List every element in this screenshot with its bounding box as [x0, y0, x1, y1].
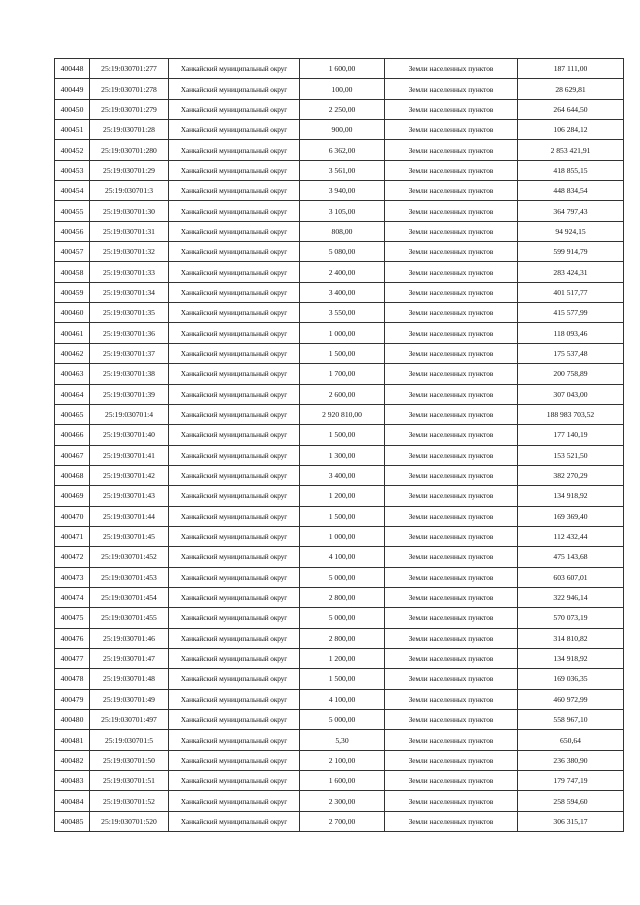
row-number-cell: 400479	[55, 689, 90, 709]
cadastral-number-cell: 25:19:030701:454	[90, 587, 169, 607]
cadastral-number-cell: 25:19:030701:41	[90, 445, 169, 465]
cadastral-number-cell: 25:19:030701:50	[90, 750, 169, 770]
area-cell: 1 500,00	[300, 506, 385, 526]
table-row	[55, 221, 624, 241]
land-category-cell: Земли населенных пунктов	[385, 445, 518, 465]
row-number-cell: 400468	[55, 465, 90, 485]
table-row	[55, 710, 624, 730]
cadastral-value-cell: 175 537,48	[518, 343, 624, 363]
cadastral-number-cell: 25:19:030701:34	[90, 282, 169, 302]
cadastral-number-cell: 25:19:030701:277	[90, 59, 169, 79]
municipality-cell: Ханкайский муниципальный округ	[169, 364, 300, 384]
area-cell: 2 800,00	[300, 587, 385, 607]
municipality-cell: Ханкайский муниципальный округ	[169, 140, 300, 160]
municipality-cell: Ханкайский муниципальный округ	[169, 567, 300, 587]
municipality-cell: Ханкайский муниципальный округ	[169, 181, 300, 201]
municipality-cell: Ханкайский муниципальный округ	[169, 120, 300, 140]
municipality-cell: Ханкайский муниципальный округ	[169, 669, 300, 689]
land-category-cell: Земли населенных пунктов	[385, 628, 518, 648]
cadastral-value-cell: 364 797,43	[518, 201, 624, 221]
row-number-cell: 400458	[55, 262, 90, 282]
municipality-cell: Ханкайский муниципальный округ	[169, 648, 300, 668]
municipality-cell: Ханкайский муниципальный округ	[169, 343, 300, 363]
area-cell: 3 400,00	[300, 465, 385, 485]
area-cell: 2 800,00	[300, 628, 385, 648]
municipality-cell: Ханкайский муниципальный округ	[169, 730, 300, 750]
cadastral-value-cell: 112 432,44	[518, 526, 624, 546]
municipality-cell: Ханкайский муниципальный округ	[169, 99, 300, 119]
land-category-cell: Земли населенных пунктов	[385, 79, 518, 99]
cadastral-value-cell: 475 143,68	[518, 547, 624, 567]
land-category-cell: Земли населенных пунктов	[385, 567, 518, 587]
area-cell: 1 200,00	[300, 648, 385, 668]
row-number-cell: 400464	[55, 384, 90, 404]
cadastral-number-cell: 25:19:030701:279	[90, 99, 169, 119]
land-category-cell: Земли населенных пунктов	[385, 343, 518, 363]
cadastral-value-cell: 188 983 703,52	[518, 404, 624, 424]
area-cell: 3 105,00	[300, 201, 385, 221]
table-row	[55, 750, 624, 770]
cadastral-number-cell: 25:19:030701:49	[90, 689, 169, 709]
cadastral-number-cell: 25:19:030701:37	[90, 343, 169, 363]
area-cell: 2 600,00	[300, 384, 385, 404]
row-number-cell: 400459	[55, 282, 90, 302]
row-number-cell: 400455	[55, 201, 90, 221]
area-cell: 5,30	[300, 730, 385, 750]
cadastral-value-cell: 418 855,15	[518, 160, 624, 180]
cadastral-number-cell: 25:19:030701:31	[90, 221, 169, 241]
row-number-cell: 400449	[55, 79, 90, 99]
cadastral-number-cell: 25:19:030701:52	[90, 791, 169, 811]
cadastral-value-cell: 599 914,79	[518, 242, 624, 262]
table-row	[55, 811, 624, 831]
cadastral-value-cell: 448 834,54	[518, 181, 624, 201]
row-number-cell: 400463	[55, 364, 90, 384]
table-row	[55, 404, 624, 424]
cadastral-value-cell: 134 918,92	[518, 486, 624, 506]
cadastral-number-cell: 25:19:030701:39	[90, 384, 169, 404]
cadastral-value-cell: 401 517,77	[518, 282, 624, 302]
cadastral-value-cell: 650,64	[518, 730, 624, 750]
row-number-cell: 400470	[55, 506, 90, 526]
land-category-cell: Земли населенных пунктов	[385, 242, 518, 262]
table-row	[55, 303, 624, 323]
cadastral-number-cell: 25:19:030701:43	[90, 486, 169, 506]
cadastral-value-cell: 264 644,50	[518, 99, 624, 119]
land-category-cell: Земли населенных пунктов	[385, 221, 518, 241]
municipality-cell: Ханкайский муниципальный округ	[169, 59, 300, 79]
cadastral-number-cell: 25:19:030701:455	[90, 608, 169, 628]
row-number-cell: 400474	[55, 587, 90, 607]
table-row	[55, 99, 624, 119]
area-cell: 1 000,00	[300, 526, 385, 546]
area-cell: 2 700,00	[300, 811, 385, 831]
cadastral-number-cell: 25:19:030701:35	[90, 303, 169, 323]
table-row	[55, 120, 624, 140]
row-number-cell: 400460	[55, 303, 90, 323]
cadastral-number-cell: 25:19:030701:452	[90, 547, 169, 567]
area-cell: 1 500,00	[300, 669, 385, 689]
table-row	[55, 791, 624, 811]
table-row	[55, 242, 624, 262]
cadastral-number-cell: 25:19:030701:453	[90, 567, 169, 587]
land-category-cell: Земли населенных пунктов	[385, 526, 518, 546]
cadastral-number-cell: 25:19:030701:497	[90, 710, 169, 730]
land-category-cell: Земли населенных пунктов	[385, 425, 518, 445]
cadastral-number-cell: 25:19:030701:29	[90, 160, 169, 180]
row-number-cell: 400485	[55, 811, 90, 831]
municipality-cell: Ханкайский муниципальный округ	[169, 526, 300, 546]
row-number-cell: 400478	[55, 669, 90, 689]
cadastral-number-cell: 25:19:030701:3	[90, 181, 169, 201]
row-number-cell: 400481	[55, 730, 90, 750]
table-row	[55, 364, 624, 384]
row-number-cell: 400466	[55, 425, 90, 445]
cadastral-value-cell: 187 111,00	[518, 59, 624, 79]
cadastral-value-cell: 558 967,10	[518, 710, 624, 730]
land-category-cell: Земли населенных пунктов	[385, 608, 518, 628]
area-cell: 1 000,00	[300, 323, 385, 343]
table-row	[55, 730, 624, 750]
municipality-cell: Ханкайский муниципальный округ	[169, 201, 300, 221]
cadastral-value-cell: 94 924,15	[518, 221, 624, 241]
land-category-cell: Земли населенных пунктов	[385, 404, 518, 424]
land-category-cell: Земли населенных пунктов	[385, 547, 518, 567]
row-number-cell: 400461	[55, 323, 90, 343]
cadastral-value-cell: 118 093,46	[518, 323, 624, 343]
cadastral-number-cell: 25:19:030701:45	[90, 526, 169, 546]
row-number-cell: 400457	[55, 242, 90, 262]
table-row	[55, 465, 624, 485]
land-category-cell: Земли населенных пунктов	[385, 384, 518, 404]
cadastral-number-cell: 25:19:030701:36	[90, 323, 169, 343]
municipality-cell: Ханкайский муниципальный округ	[169, 628, 300, 648]
area-cell: 5 000,00	[300, 710, 385, 730]
cadastral-number-cell: 25:19:030701:278	[90, 79, 169, 99]
area-cell: 6 362,00	[300, 140, 385, 160]
municipality-cell: Ханкайский муниципальный округ	[169, 486, 300, 506]
table-row	[55, 262, 624, 282]
area-cell: 1 300,00	[300, 445, 385, 465]
land-category-cell: Земли населенных пунктов	[385, 750, 518, 770]
cadastral-number-cell: 25:19:030701:46	[90, 628, 169, 648]
cadastral-number-cell: 25:19:030701:32	[90, 242, 169, 262]
cadastral-number-cell: 25:19:030701:38	[90, 364, 169, 384]
cadastral-number-cell: 25:19:030701:40	[90, 425, 169, 445]
row-number-cell: 400473	[55, 567, 90, 587]
area-cell: 3 550,00	[300, 303, 385, 323]
cadastral-number-cell: 25:19:030701:28	[90, 120, 169, 140]
land-category-cell: Земли населенных пунктов	[385, 811, 518, 831]
land-category-cell: Земли населенных пунктов	[385, 160, 518, 180]
cadastral-value-cell: 258 594,60	[518, 791, 624, 811]
table-row	[55, 343, 624, 363]
cadastral-number-cell: 25:19:030701:520	[90, 811, 169, 831]
table-row	[55, 608, 624, 628]
area-cell: 2 400,00	[300, 262, 385, 282]
cadastral-number-cell: 25:19:030701:42	[90, 465, 169, 485]
cadastral-value-cell: 200 758,89	[518, 364, 624, 384]
cadastral-value-cell: 169 369,40	[518, 506, 624, 526]
land-category-cell: Земли населенных пунктов	[385, 730, 518, 750]
cadastral-value-cell: 106 284,12	[518, 120, 624, 140]
cadastral-value-cell: 322 946,14	[518, 587, 624, 607]
area-cell: 1 700,00	[300, 364, 385, 384]
land-category-cell: Земли населенных пунктов	[385, 465, 518, 485]
cadastral-number-cell: 25:19:030701:33	[90, 262, 169, 282]
table-body	[55, 59, 624, 832]
land-category-cell: Земли населенных пунктов	[385, 181, 518, 201]
municipality-cell: Ханкайский муниципальный округ	[169, 506, 300, 526]
area-cell: 1 500,00	[300, 343, 385, 363]
land-category-cell: Земли населенных пунктов	[385, 120, 518, 140]
row-number-cell: 400477	[55, 648, 90, 668]
municipality-cell: Ханкайский муниципальный округ	[169, 771, 300, 791]
row-number-cell: 400454	[55, 181, 90, 201]
table-row	[55, 486, 624, 506]
row-number-cell: 400471	[55, 526, 90, 546]
row-number-cell: 400465	[55, 404, 90, 424]
land-category-cell: Земли населенных пунктов	[385, 262, 518, 282]
row-number-cell: 400450	[55, 99, 90, 119]
row-number-cell: 400484	[55, 791, 90, 811]
municipality-cell: Ханкайский муниципальный округ	[169, 465, 300, 485]
table-row	[55, 79, 624, 99]
municipality-cell: Ханкайский муниципальный округ	[169, 282, 300, 302]
land-category-cell: Земли населенных пунктов	[385, 486, 518, 506]
area-cell: 1 600,00	[300, 59, 385, 79]
municipality-cell: Ханкайский муниципальный округ	[169, 811, 300, 831]
table-row	[55, 425, 624, 445]
municipality-cell: Ханкайский муниципальный округ	[169, 425, 300, 445]
table-row	[55, 628, 624, 648]
cadastral-value-cell: 153 521,50	[518, 445, 624, 465]
row-number-cell: 400472	[55, 547, 90, 567]
table-row	[55, 506, 624, 526]
municipality-cell: Ханкайский муниципальный округ	[169, 710, 300, 730]
land-category-cell: Земли населенных пунктов	[385, 710, 518, 730]
area-cell: 2 250,00	[300, 99, 385, 119]
row-number-cell: 400451	[55, 120, 90, 140]
cadastral-number-cell: 25:19:030701:4	[90, 404, 169, 424]
land-category-cell: Земли населенных пунктов	[385, 791, 518, 811]
cadastral-value-cell: 236 380,90	[518, 750, 624, 770]
land-category-cell: Земли населенных пунктов	[385, 323, 518, 343]
area-cell: 2 920 810,00	[300, 404, 385, 424]
land-category-cell: Земли населенных пунктов	[385, 689, 518, 709]
table-row	[55, 59, 624, 79]
cadastral-value-cell: 570 073,19	[518, 608, 624, 628]
land-category-cell: Земли населенных пунктов	[385, 99, 518, 119]
municipality-cell: Ханкайский муниципальный округ	[169, 160, 300, 180]
cadastral-number-cell: 25:19:030701:48	[90, 669, 169, 689]
cadastral-value-cell: 134 918,92	[518, 648, 624, 668]
municipality-cell: Ханкайский муниципальный округ	[169, 221, 300, 241]
cadastral-value-cell: 382 270,29	[518, 465, 624, 485]
municipality-cell: Ханкайский муниципальный округ	[169, 750, 300, 770]
land-category-cell: Земли населенных пунктов	[385, 201, 518, 221]
cadastral-value-cell: 2 853 421,91	[518, 140, 624, 160]
cadastral-value-cell: 283 424,31	[518, 262, 624, 282]
cadastral-number-cell: 25:19:030701:44	[90, 506, 169, 526]
row-number-cell: 400448	[55, 59, 90, 79]
cadastral-value-cell: 306 315,17	[518, 811, 624, 831]
row-number-cell: 400469	[55, 486, 90, 506]
municipality-cell: Ханкайский муниципальный округ	[169, 323, 300, 343]
cadastral-value-cell: 603 607,01	[518, 567, 624, 587]
row-number-cell: 400453	[55, 160, 90, 180]
cadastral-number-cell: 25:19:030701:47	[90, 648, 169, 668]
area-cell: 1 600,00	[300, 771, 385, 791]
table-row	[55, 547, 624, 567]
row-number-cell: 400462	[55, 343, 90, 363]
row-number-cell: 400482	[55, 750, 90, 770]
land-category-cell: Земли населенных пунктов	[385, 648, 518, 668]
municipality-cell: Ханкайский муниципальный округ	[169, 791, 300, 811]
table-row	[55, 567, 624, 587]
land-category-cell: Земли населенных пунктов	[385, 771, 518, 791]
table-row	[55, 648, 624, 668]
cadastral-value-cell: 460 972,99	[518, 689, 624, 709]
area-cell: 4 100,00	[300, 547, 385, 567]
municipality-cell: Ханкайский муниципальный округ	[169, 547, 300, 567]
cadastral-value-table	[54, 58, 624, 832]
area-cell: 1 500,00	[300, 425, 385, 445]
area-cell: 3 400,00	[300, 282, 385, 302]
table-row	[55, 689, 624, 709]
municipality-cell: Ханкайский муниципальный округ	[169, 262, 300, 282]
table-row	[55, 384, 624, 404]
area-cell: 900,00	[300, 120, 385, 140]
row-number-cell: 400476	[55, 628, 90, 648]
land-category-cell: Земли населенных пунктов	[385, 669, 518, 689]
cadastral-value-cell: 314 810,82	[518, 628, 624, 648]
cadastral-number-cell: 25:19:030701:51	[90, 771, 169, 791]
area-cell: 5 080,00	[300, 242, 385, 262]
municipality-cell: Ханкайский муниципальный округ	[169, 384, 300, 404]
table-row	[55, 445, 624, 465]
row-number-cell: 400483	[55, 771, 90, 791]
table-row	[55, 669, 624, 689]
table-row	[55, 323, 624, 343]
cadastral-value-cell: 28 629,81	[518, 79, 624, 99]
table-row	[55, 587, 624, 607]
cadastral-value-cell: 177 140,19	[518, 425, 624, 445]
area-cell: 808,00	[300, 221, 385, 241]
area-cell: 1 200,00	[300, 486, 385, 506]
land-category-cell: Земли населенных пунктов	[385, 140, 518, 160]
land-category-cell: Земли населенных пунктов	[385, 303, 518, 323]
table-row	[55, 526, 624, 546]
municipality-cell: Ханкайский муниципальный округ	[169, 587, 300, 607]
cadastral-number-cell: 25:19:030701:280	[90, 140, 169, 160]
row-number-cell: 400480	[55, 710, 90, 730]
cadastral-value-cell: 307 043,00	[518, 384, 624, 404]
land-category-cell: Земли населенных пунктов	[385, 506, 518, 526]
municipality-cell: Ханкайский муниципальный округ	[169, 79, 300, 99]
cadastral-value-cell: 179 747,19	[518, 771, 624, 791]
table-row	[55, 282, 624, 302]
land-category-cell: Земли населенных пунктов	[385, 59, 518, 79]
area-cell: 100,00	[300, 79, 385, 99]
row-number-cell: 400456	[55, 221, 90, 241]
table-row	[55, 140, 624, 160]
cadastral-value-cell: 415 577,99	[518, 303, 624, 323]
municipality-cell: Ханкайский муниципальный округ	[169, 445, 300, 465]
area-cell: 2 300,00	[300, 791, 385, 811]
area-cell: 5 000,00	[300, 567, 385, 587]
cadastral-value-cell: 169 036,35	[518, 669, 624, 689]
table-row	[55, 201, 624, 221]
table-row	[55, 181, 624, 201]
cadastral-number-cell: 25:19:030701:5	[90, 730, 169, 750]
row-number-cell: 400467	[55, 445, 90, 465]
table-row	[55, 160, 624, 180]
municipality-cell: Ханкайский муниципальный округ	[169, 303, 300, 323]
table-row	[55, 771, 624, 791]
cadastral-number-cell: 25:19:030701:30	[90, 201, 169, 221]
municipality-cell: Ханкайский муниципальный округ	[169, 689, 300, 709]
area-cell: 3 561,00	[300, 160, 385, 180]
area-cell: 2 100,00	[300, 750, 385, 770]
land-category-cell: Земли населенных пунктов	[385, 364, 518, 384]
land-category-cell: Земли населенных пунктов	[385, 587, 518, 607]
area-cell: 5 000,00	[300, 608, 385, 628]
area-cell: 4 100,00	[300, 689, 385, 709]
municipality-cell: Ханкайский муниципальный округ	[169, 404, 300, 424]
municipality-cell: Ханкайский муниципальный округ	[169, 242, 300, 262]
area-cell: 3 940,00	[300, 181, 385, 201]
row-number-cell: 400452	[55, 140, 90, 160]
row-number-cell: 400475	[55, 608, 90, 628]
land-category-cell: Земли населенных пунктов	[385, 282, 518, 302]
municipality-cell: Ханкайский муниципальный округ	[169, 608, 300, 628]
